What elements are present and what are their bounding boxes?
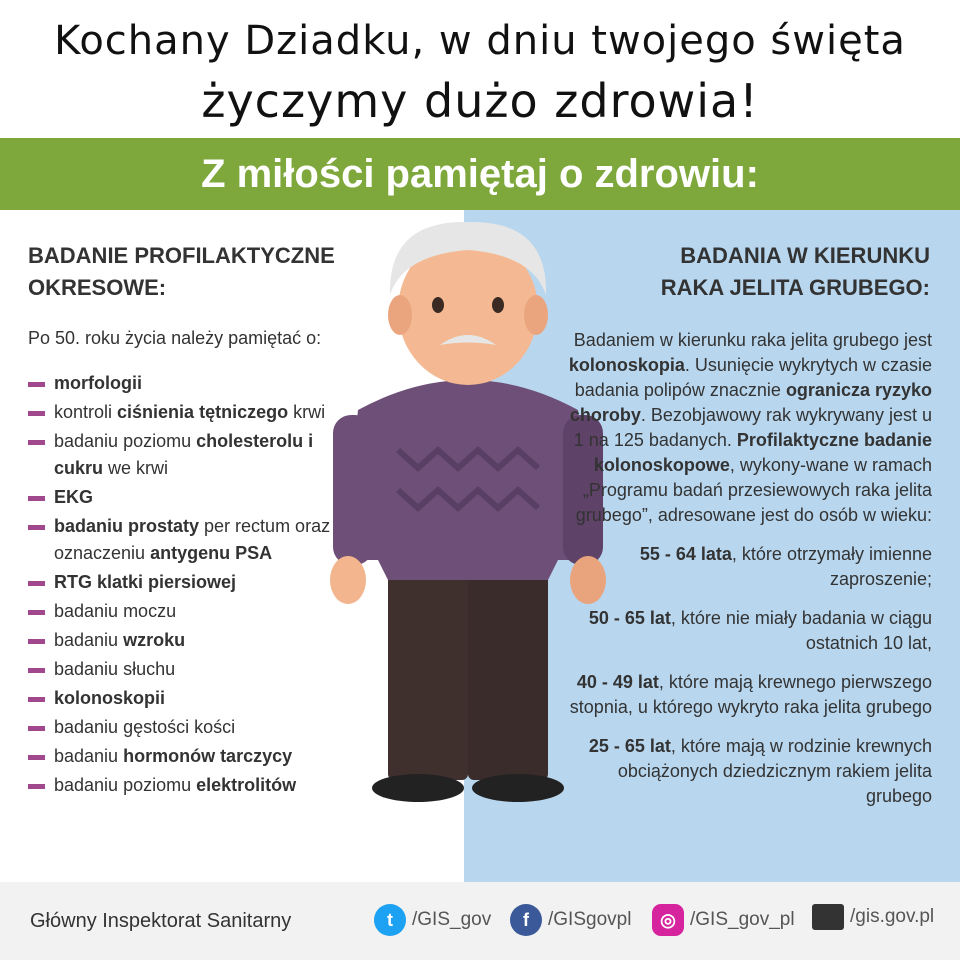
website-link[interactable] [812, 904, 934, 930]
bullet-marker [28, 496, 45, 501]
list-item: morfologii [28, 370, 348, 397]
facebook-icon: f [510, 904, 542, 936]
instagram-icon: ◎ [652, 904, 684, 936]
exam-list [28, 370, 348, 801]
periodic-exams-intro: Po 50. roku życia należy pamiętać o: [28, 328, 322, 348]
list-item: RTG klatki piersiowej [28, 569, 348, 596]
twitter-icon: t [374, 904, 406, 936]
colon-cancer-intro: Badaniem w kierunku raka jelita grubego jest kolonoskopia. Usunięcie wykrytych w czasie badania polipów znacznie ogranicza ryzyko choroby. Bezobjawowy rak wykrywany jest u 1 na 125 badanych. Profilaktyczne badanie kolonoskopowe, wykony-wane w ramach „Programu badań przesiewowych raka jelita grubego”, adresowane jest do osób w wieku: [568, 330, 932, 525]
periodic-exams-title [28, 240, 368, 304]
monitor-icon [812, 904, 844, 930]
periodic-exams-title-line2: OKRESOWE: [28, 275, 167, 300]
colon-cancer-title [600, 240, 930, 304]
banner-title: Z miłości pamiętaj o zdrowiu: [201, 152, 759, 196]
facebook-handle: /GISgovpl [548, 909, 632, 930]
website-url: /gis.gov.pl [850, 906, 935, 927]
list-item: badaniu słuchu [28, 656, 348, 683]
list-item: badaniu moczu [28, 598, 348, 625]
bullet-marker [28, 581, 45, 586]
bullet-marker [28, 668, 45, 673]
list-item: badaniu prostaty per rectum oraz oznaczeniu antygenu PSA [28, 513, 348, 567]
age-group: 55 - 64 lata, które otrzymały imienne zaproszenie; [639, 544, 932, 589]
list-item: kolonoskopii [28, 685, 348, 712]
bullet-marker [28, 440, 45, 445]
bullet-marker [28, 639, 45, 644]
twitter-handle: /GIS_gov [412, 909, 492, 930]
bullet-marker [28, 755, 45, 760]
list-item: badaniu poziomu elektrolitów [28, 772, 348, 799]
list-item: badaniu poziomu cholesterolu i cukru we krwi [28, 428, 348, 482]
list-item: EKG [28, 484, 348, 511]
greeting-line-2: życzymy dużo zdrowia! [201, 74, 759, 128]
bullet-marker [28, 784, 45, 789]
age-group: 40 - 49 lat, które mają krewnego pierwszego stopnia, u którego wykryto raka jelita grubego [569, 672, 932, 717]
bullet-marker [28, 382, 45, 387]
instagram-link[interactable] [652, 904, 795, 936]
age-group: 50 - 65 lat, które nie miały badania w ciągu ostatnich 10 lat, [588, 608, 932, 653]
colon-cancer-title-line1: BADANIA W KIERUNKU [680, 243, 930, 268]
bullet-marker [28, 411, 45, 416]
bullet-marker [28, 726, 45, 731]
greeting-header [0, 0, 960, 138]
footer [0, 882, 960, 960]
list-item: kontroli ciśnienia tętniczego krwi [28, 399, 348, 426]
list-item: badaniu wzroku [28, 627, 348, 654]
list-item: badaniu hormonów tarczycy [28, 743, 348, 770]
bullet-marker [28, 610, 45, 615]
greeting-line-1: Kochany Dziadku, w dniu twojego święta [54, 18, 906, 64]
colon-cancer-title-line2: RAKA JELITA GRUBEGO: [660, 275, 930, 300]
colon-cancer-text [560, 328, 932, 823]
age-group: 25 - 65 lat, które mają w rodzinie krewnych obciążonych dziedzicznym rakiem jelita grubego [588, 736, 932, 806]
bullet-marker [28, 697, 45, 702]
bullet-marker [28, 525, 45, 530]
instagram-handle: /GIS_gov_pl [690, 909, 795, 930]
organization-name: Główny Inspektorat Sanitarny [30, 910, 292, 932]
twitter-link[interactable] [374, 904, 491, 936]
periodic-exams-title-line1: BADANIE PROFILAKTYCZNE [28, 243, 335, 268]
list-item: badaniu gęstości kości [28, 714, 348, 741]
facebook-link[interactable] [510, 904, 631, 936]
